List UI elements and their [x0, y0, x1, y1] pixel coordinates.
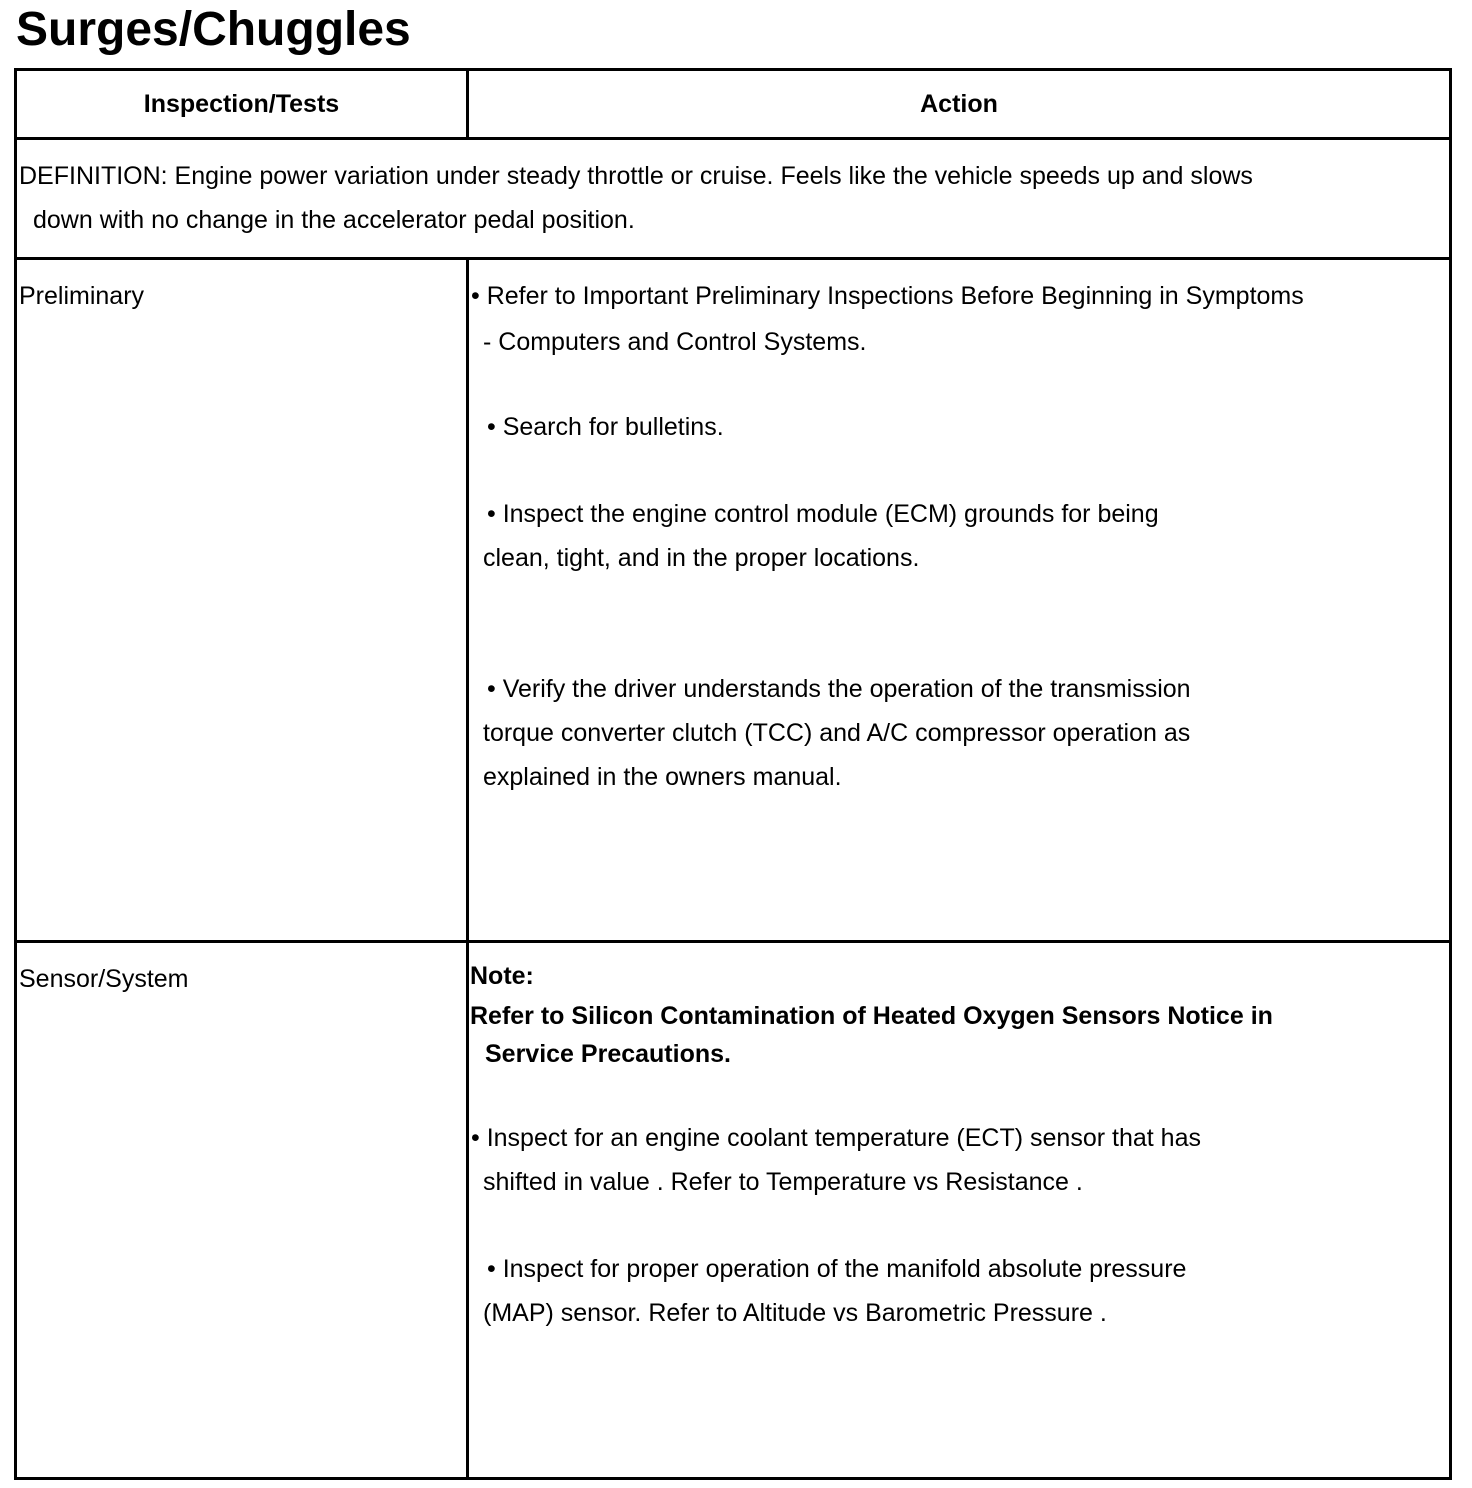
action-line: torque converter clutch (TCC) and A/C compressor operation as: [483, 719, 1191, 747]
row-divider: [17, 257, 1449, 260]
action-line: shifted in value . Refer to Temperature vs Resistance .: [483, 1168, 1083, 1196]
action-line: • Refer to Important Preliminary Inspections Before Beginning in Symptoms: [471, 282, 1304, 310]
definition-line: down with no change in the accelerator pedal position.: [33, 206, 635, 234]
action-line: • Inspect for an engine coolant temperature (ECT) sensor that has: [471, 1124, 1201, 1152]
diagnostic-table: [14, 68, 1452, 1480]
action-line: • Verify the driver understands the operation of the transmission: [487, 675, 1191, 703]
action-line: explained in the owners manual.: [483, 763, 842, 791]
note-text: Service Precautions.: [485, 1040, 731, 1068]
definition-line: DEFINITION: Engine power variation under steady throttle or cruise. Feels like the vehicle speeds up and slows: [19, 162, 1253, 190]
action-line: (MAP) sensor. Refer to Altitude vs Barometric Pressure .: [483, 1299, 1107, 1327]
header-inspection-tests: Inspection/Tests: [143, 90, 340, 118]
header-action: Action: [920, 90, 998, 118]
row-label-preliminary: Preliminary: [19, 282, 145, 310]
action-line: clean, tight, and in the proper locations.: [483, 544, 920, 572]
row-divider: [17, 137, 1449, 140]
row-divider: [17, 940, 1449, 943]
action-line: • Inspect the engine control module (ECM) grounds for being: [487, 500, 1159, 528]
note-text: Refer to Silicon Contamination of Heated Oxygen Sensors Notice in: [470, 1002, 1273, 1030]
action-line: • Inspect for proper operation of the manifold absolute pressure: [487, 1255, 1187, 1283]
action-line: - Computers and Control Systems.: [483, 328, 867, 356]
page-title: Surges/Chuggles: [16, 3, 411, 56]
note-heading: Note:: [470, 962, 534, 990]
column-divider: [466, 257, 469, 1477]
action-line: • Search for bulletins.: [487, 413, 724, 441]
row-label-sensor-system: Sensor/System: [19, 965, 189, 993]
